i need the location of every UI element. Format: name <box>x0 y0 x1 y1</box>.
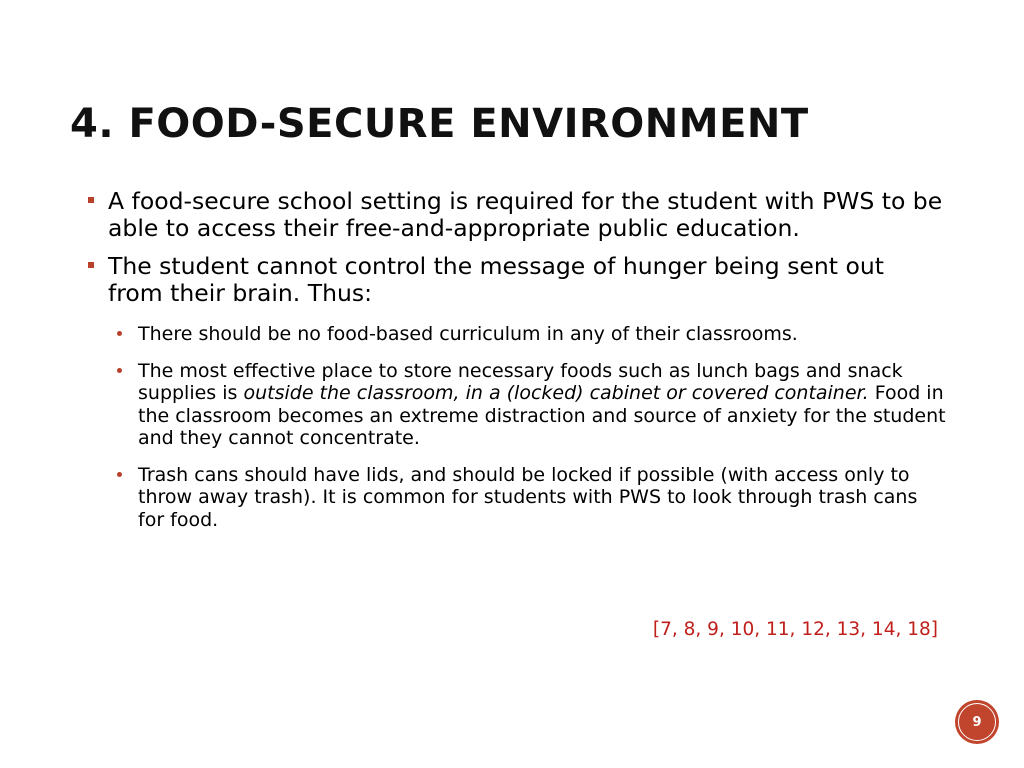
sub-bullet-emphasis: outside the classroom, in a (locked) cabinet or covered container. <box>243 382 869 404</box>
sub-bullet-text: Food in the classroom becomes an extreme distraction and source of anxiety for the student and they cannot concentrate. <box>138 382 946 449</box>
bullet-item <box>86 188 946 242</box>
references-citation: [7, 8, 9, 10, 11, 12, 13, 14, 18] <box>652 619 938 640</box>
dot-bullet-icon <box>117 331 122 336</box>
dot-bullet-icon <box>117 472 122 477</box>
bullet-item <box>86 253 946 307</box>
dot-bullet-icon <box>117 368 122 373</box>
sub-bullet-item <box>116 323 946 346</box>
square-bullet-icon <box>88 262 94 268</box>
page-number: 9 <box>972 714 982 730</box>
sub-bullet-text: The most effective place to store necessary foods such as lunch bags and snack supplies is <box>138 359 903 404</box>
square-bullet-icon <box>88 197 94 203</box>
slide-content <box>86 188 946 545</box>
slide-title: 4. FOOD-SECURE ENVIRONMENT <box>70 101 809 147</box>
sub-bullet-text: There should be no food-based curriculum in any of their classrooms. <box>138 323 798 345</box>
page-number-badge <box>955 700 999 744</box>
sub-bullet-item <box>116 464 946 532</box>
bullet-text: A food-secure school setting is required for the student with PWS to be able to access their free-and-appropriate public education. <box>108 187 943 242</box>
bullet-text: The student cannot control the message of hunger being sent out from their brain. Thus: <box>108 252 884 307</box>
sub-bullet-text: Trash cans should have lids, and should be locked if possible (with access only to throw away trash). It is common for students with PWS to look through trash cans for food. <box>138 463 918 531</box>
sub-bullet-list <box>116 323 946 531</box>
sub-bullet-item <box>116 360 946 450</box>
